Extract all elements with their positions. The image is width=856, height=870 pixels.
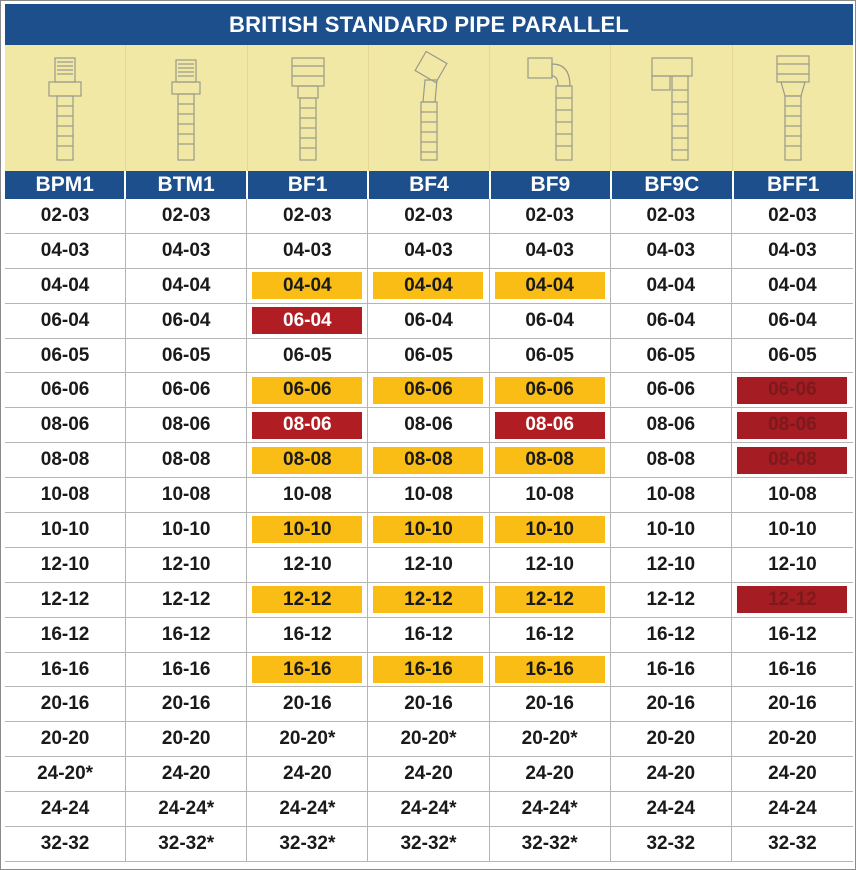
table-cell	[247, 653, 368, 688]
table-cell	[732, 373, 853, 408]
table-cell	[611, 269, 732, 304]
size-value: 02-03	[40, 204, 90, 226]
size-value-highlighted: 08-08	[252, 447, 362, 474]
size-value: 16-16	[646, 658, 696, 680]
table-cell	[732, 269, 853, 304]
size-value: 24-24	[40, 798, 90, 820]
size-value: 24-20	[525, 763, 574, 785]
table-cell	[490, 722, 611, 757]
table-cell	[126, 304, 247, 339]
fitting-image-cell	[126, 45, 247, 171]
table-cell	[611, 792, 732, 827]
fitting-image-cell	[248, 45, 369, 171]
table-cell	[732, 234, 853, 269]
table-cell	[368, 339, 489, 374]
table-cell	[611, 408, 732, 443]
table-cell	[368, 408, 489, 443]
size-value-highlighted: 08-06	[252, 412, 362, 439]
fitting-image-cell	[369, 45, 490, 171]
table-cell	[368, 199, 489, 234]
size-value: 06-05	[646, 344, 696, 366]
table-cell	[126, 408, 247, 443]
size-value: 04-04	[646, 274, 696, 296]
size-value: 16-12	[768, 623, 817, 645]
column-header: BF4	[369, 171, 490, 199]
size-value: 10-08	[161, 484, 211, 506]
size-value: 32-32	[768, 832, 817, 854]
table-cell	[247, 408, 368, 443]
table-cell	[126, 513, 247, 548]
table-cell	[5, 339, 126, 374]
table-cell	[247, 583, 368, 618]
table-cell	[611, 548, 732, 583]
table-cell	[5, 583, 126, 618]
table-cell	[490, 339, 611, 374]
column-header: BF9	[491, 171, 612, 199]
size-value-highlighted: 16-16	[252, 656, 362, 683]
table-cell	[247, 339, 368, 374]
size-value: 24-24*	[279, 798, 336, 820]
size-value: 08-08	[646, 449, 696, 471]
table-cell	[490, 304, 611, 339]
size-value: 24-24*	[158, 798, 215, 820]
size-value-highlighted: 06-06	[737, 377, 847, 404]
size-value: 20-20*	[400, 728, 457, 750]
table-cell	[611, 478, 732, 513]
table-cell	[368, 583, 489, 618]
table-cell	[732, 583, 853, 618]
size-value-highlighted: 12-12	[373, 586, 483, 613]
size-value-highlighted: 12-12	[252, 586, 362, 613]
size-value: 16-12	[161, 623, 211, 645]
table-cell	[5, 443, 126, 478]
table-cell	[490, 373, 611, 408]
size-value: 32-32*	[400, 832, 457, 854]
table-cell	[611, 513, 732, 548]
size-value-highlighted: 10-10	[252, 516, 362, 543]
size-value: 10-10	[40, 518, 90, 540]
size-value: 12-10	[525, 553, 574, 575]
size-value: 20-16	[40, 693, 90, 715]
size-value-highlighted: 16-16	[495, 656, 605, 683]
table-cell	[490, 199, 611, 234]
size-value: 24-24*	[521, 798, 578, 820]
table-cell	[247, 722, 368, 757]
size-value: 06-04	[40, 309, 90, 331]
size-value: 04-03	[161, 239, 211, 261]
table-cell	[611, 373, 732, 408]
bf9c-fitting-icon	[642, 50, 702, 166]
size-value: 06-05	[161, 344, 211, 366]
table-cell	[368, 618, 489, 653]
table-cell	[247, 687, 368, 722]
size-value: 12-10	[768, 553, 817, 575]
table-cell	[5, 687, 126, 722]
size-value: 10-08	[525, 484, 574, 506]
table-cell	[5, 478, 126, 513]
table-cell	[368, 757, 489, 792]
table-cell	[247, 234, 368, 269]
table-cell	[126, 199, 247, 234]
table-cell	[732, 757, 853, 792]
size-value: 20-16	[283, 693, 332, 715]
table-cell	[732, 304, 853, 339]
size-value: 24-20	[404, 763, 453, 785]
table-cell	[126, 443, 247, 478]
table-cell	[5, 304, 126, 339]
size-value: 20-16	[525, 693, 574, 715]
table-cell	[247, 513, 368, 548]
table-cell	[490, 687, 611, 722]
size-value: 16-16	[768, 658, 817, 680]
size-value: 10-08	[646, 484, 696, 506]
table-cell	[368, 548, 489, 583]
size-value: 16-12	[525, 623, 574, 645]
table-cell	[611, 722, 732, 757]
size-value: 10-08	[404, 484, 453, 506]
table-cell	[247, 304, 368, 339]
fitting-image-cell	[5, 45, 126, 171]
size-value: 04-04	[768, 274, 817, 296]
size-value: 12-10	[161, 553, 211, 575]
table-cell	[247, 757, 368, 792]
table-cell	[368, 653, 489, 688]
table-cell	[490, 269, 611, 304]
bpm1-fitting-icon	[35, 50, 95, 166]
size-value: 06-04	[525, 309, 574, 331]
table-cell	[126, 269, 247, 304]
size-value: 02-03	[768, 204, 817, 226]
table-cell	[732, 653, 853, 688]
size-value-highlighted: 08-06	[495, 412, 605, 439]
table-cell	[732, 408, 853, 443]
table-cell	[732, 199, 853, 234]
size-value: 02-03	[404, 204, 453, 226]
size-value: 24-24	[768, 798, 817, 820]
size-value-highlighted: 06-06	[495, 377, 605, 404]
table-cell	[368, 827, 489, 862]
size-value: 06-04	[768, 309, 817, 331]
table-cell	[490, 618, 611, 653]
size-value: 08-06	[161, 414, 211, 436]
table-cell	[126, 687, 247, 722]
size-value: 12-12	[40, 588, 90, 610]
size-value: 16-12	[646, 623, 696, 645]
table-cell	[5, 373, 126, 408]
size-value: 08-06	[404, 414, 453, 436]
column-header: BF1	[248, 171, 369, 199]
table-cell	[490, 792, 611, 827]
size-value: 20-20*	[279, 728, 336, 750]
size-value: 10-08	[283, 484, 332, 506]
table-cell	[732, 478, 853, 513]
table-cell	[126, 373, 247, 408]
size-value: 20-16	[161, 693, 211, 715]
table-cell	[126, 827, 247, 862]
table-cell	[611, 339, 732, 374]
size-value-highlighted: 06-06	[373, 377, 483, 404]
size-value: 16-16	[40, 658, 90, 680]
size-value-highlighted: 08-08	[737, 447, 847, 474]
table-cell	[490, 583, 611, 618]
table-cell	[368, 722, 489, 757]
table-cell	[126, 583, 247, 618]
table-cell	[126, 618, 247, 653]
size-value-highlighted: 16-16	[373, 656, 483, 683]
size-value-highlighted: 06-04	[252, 307, 362, 334]
table-cell	[611, 199, 732, 234]
table-cell	[368, 373, 489, 408]
size-value-highlighted: 06-06	[252, 377, 362, 404]
size-value: 04-03	[283, 239, 332, 261]
size-value: 02-03	[161, 204, 211, 226]
table-cell	[126, 722, 247, 757]
table-cell	[611, 757, 732, 792]
table-cell	[247, 548, 368, 583]
bf4-fitting-icon	[399, 50, 459, 166]
size-value: 06-05	[525, 344, 574, 366]
size-value-highlighted: 10-10	[495, 516, 605, 543]
table-cell	[611, 618, 732, 653]
table-cell	[5, 548, 126, 583]
size-value: 04-03	[40, 239, 90, 261]
size-value-highlighted: 10-10	[373, 516, 483, 543]
table-cell	[247, 199, 368, 234]
size-value: 32-32	[646, 832, 696, 854]
bf9-fitting-icon	[520, 50, 580, 166]
size-value: 06-05	[283, 344, 332, 366]
size-value: 08-08	[40, 449, 90, 471]
column-header-row	[5, 171, 853, 199]
table-cell	[368, 234, 489, 269]
size-value: 24-20	[283, 763, 332, 785]
bff1-fitting-icon	[763, 50, 823, 166]
size-value: 20-20*	[521, 728, 578, 750]
size-value: 20-20	[40, 728, 90, 750]
table-cell	[611, 583, 732, 618]
column-header: BPM1	[5, 171, 126, 199]
table-cell	[490, 548, 611, 583]
size-value: 04-03	[646, 239, 696, 261]
table-cell	[732, 827, 853, 862]
size-value: 24-20	[646, 763, 696, 785]
table-cell	[5, 757, 126, 792]
size-value: 24-20	[768, 763, 817, 785]
table-cell	[126, 792, 247, 827]
table-cell	[368, 478, 489, 513]
size-value-highlighted: 08-08	[373, 447, 483, 474]
size-value-highlighted: 04-04	[495, 272, 605, 299]
table-cell	[490, 443, 611, 478]
table-cell	[126, 653, 247, 688]
table-cell	[126, 757, 247, 792]
table-cell	[5, 722, 126, 757]
column-header: BFF1	[766, 173, 820, 196]
size-value: 20-20	[161, 728, 211, 750]
column-header: BF9C	[612, 171, 733, 199]
table-cell	[490, 513, 611, 548]
size-value: 08-06	[40, 414, 90, 436]
size-value: 06-06	[161, 379, 211, 401]
size-value: 10-08	[768, 484, 817, 506]
size-value: 32-32*	[279, 832, 336, 854]
column-header: BTM1	[126, 171, 247, 199]
size-value: 02-03	[525, 204, 574, 226]
table-cell	[732, 443, 853, 478]
table-cell	[5, 513, 126, 548]
size-value: 10-10	[768, 518, 817, 540]
size-value: 20-16	[646, 693, 696, 715]
fitting-image-cell	[490, 45, 611, 171]
table-cell	[490, 478, 611, 513]
size-value: 20-20	[768, 728, 817, 750]
size-value: 06-06	[646, 379, 696, 401]
table-cell	[732, 548, 853, 583]
size-value: 06-05	[404, 344, 453, 366]
size-value: 06-04	[404, 309, 453, 331]
size-value: 02-03	[646, 204, 696, 226]
table-cell	[611, 234, 732, 269]
size-value: 16-12	[40, 623, 90, 645]
table-cell	[611, 827, 732, 862]
size-value: 04-03	[404, 239, 453, 261]
fitting-image-cell	[611, 45, 732, 171]
size-value: 12-10	[283, 553, 332, 575]
table-cell	[490, 827, 611, 862]
size-value: 08-08	[161, 449, 211, 471]
table-cell	[368, 304, 489, 339]
table-cell	[732, 339, 853, 374]
size-value-highlighted: 04-04	[373, 272, 483, 299]
size-value: 24-24*	[400, 798, 457, 820]
table-cell	[126, 478, 247, 513]
table-cell	[5, 827, 126, 862]
size-value: 24-24	[646, 798, 696, 820]
table-cell	[611, 653, 732, 688]
table-cell	[368, 792, 489, 827]
size-value: 12-10	[646, 553, 696, 575]
btm1-fitting-icon	[156, 50, 216, 166]
table-cell	[732, 792, 853, 827]
size-value: 04-04	[161, 274, 211, 296]
table-cell	[611, 443, 732, 478]
size-value: 16-12	[283, 623, 332, 645]
fitting-images-row	[5, 45, 853, 172]
size-value: 08-06	[646, 414, 696, 436]
size-value: 06-05	[40, 344, 90, 366]
size-value: 24-20*	[37, 763, 94, 785]
table-cell	[126, 234, 247, 269]
table-cell	[732, 687, 853, 722]
table-cell	[5, 792, 126, 827]
table-cell	[368, 269, 489, 304]
table-cell	[732, 513, 853, 548]
size-value-highlighted: 12-12	[737, 586, 847, 613]
size-value: 02-03	[283, 204, 332, 226]
table-cell	[368, 443, 489, 478]
size-value-highlighted: 08-08	[495, 447, 605, 474]
table-cell	[247, 269, 368, 304]
size-value: 20-16	[404, 693, 453, 715]
size-value: 32-32	[40, 832, 90, 854]
size-value: 10-10	[646, 518, 696, 540]
size-value-highlighted: 04-04	[252, 272, 362, 299]
size-value: 12-12	[161, 588, 211, 610]
size-value: 20-16	[768, 693, 817, 715]
size-value: 04-03	[525, 239, 574, 261]
table-cell	[5, 199, 126, 234]
size-value: 06-05	[768, 344, 817, 366]
table-cell	[490, 408, 611, 443]
table-cell	[247, 443, 368, 478]
size-grid	[5, 199, 853, 862]
size-value: 24-20	[161, 763, 211, 785]
table-cell	[247, 478, 368, 513]
size-value: 06-04	[161, 309, 211, 331]
size-value: 04-03	[768, 239, 817, 261]
table-cell	[611, 687, 732, 722]
table-cell	[5, 234, 126, 269]
size-value: 10-08	[40, 484, 90, 506]
table-cell	[5, 653, 126, 688]
table-cell	[5, 408, 126, 443]
table-cell	[368, 513, 489, 548]
table-cell	[247, 827, 368, 862]
fitting-image-cell	[733, 45, 853, 171]
size-value: 06-04	[646, 309, 696, 331]
table-cell	[5, 618, 126, 653]
size-value: 12-10	[404, 553, 453, 575]
table-cell	[126, 339, 247, 374]
table-title: BRITISH STANDARD PIPE PARALLEL	[5, 4, 853, 45]
size-value-highlighted: 12-12	[495, 586, 605, 613]
table-cell	[732, 722, 853, 757]
size-value: 16-16	[161, 658, 211, 680]
table-cell	[732, 618, 853, 653]
size-value: 16-12	[404, 623, 453, 645]
table-cell	[490, 757, 611, 792]
bf1-fitting-icon	[278, 50, 338, 166]
size-value: 32-32*	[521, 832, 578, 854]
table-cell	[126, 548, 247, 583]
size-value: 32-32*	[158, 832, 215, 854]
table-cell	[490, 653, 611, 688]
table-cell	[611, 304, 732, 339]
size-value: 10-10	[161, 518, 211, 540]
table-cell	[247, 618, 368, 653]
table-cell	[247, 373, 368, 408]
size-value: 12-10	[40, 553, 90, 575]
size-value-highlighted: 08-06	[737, 412, 847, 439]
size-value: 12-12	[646, 588, 696, 610]
table-cell	[368, 687, 489, 722]
table-cell	[5, 269, 126, 304]
size-value: 04-04	[40, 274, 90, 296]
size-value: 20-20	[646, 728, 696, 750]
size-value: 06-06	[40, 379, 90, 401]
table-cell	[247, 792, 368, 827]
table-cell	[490, 234, 611, 269]
